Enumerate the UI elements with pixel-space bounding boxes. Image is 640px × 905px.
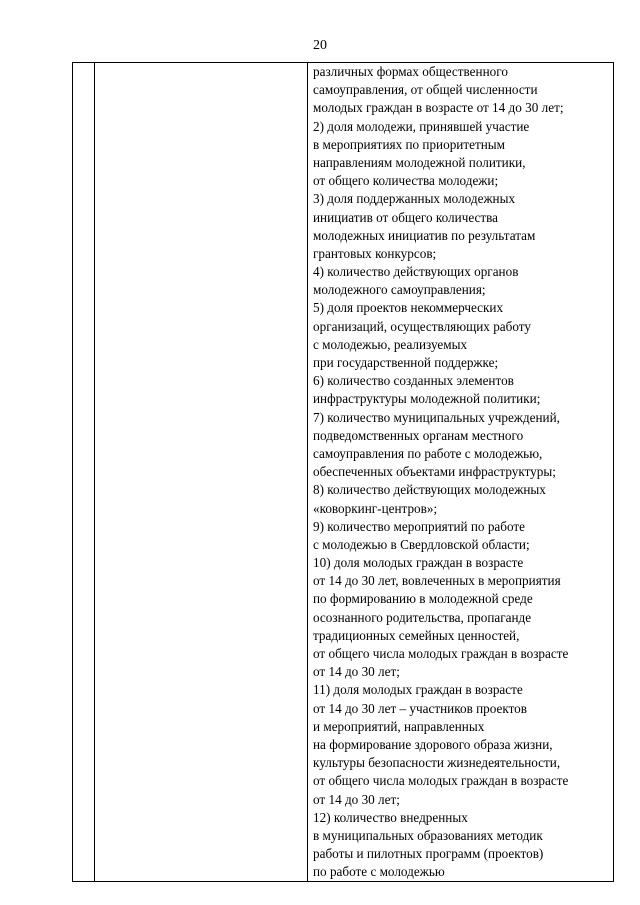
row-number-cell: [73, 63, 95, 882]
indicator-line: 2) доля молодежи, принявшей участие: [313, 118, 530, 134]
indicator-line: традиционных семейных ценностей,: [313, 627, 520, 643]
indicator-line: направлениям молодежной политики,: [313, 154, 526, 170]
indicator-line: 3) доля поддержанных молодежных: [313, 191, 516, 207]
indicator-line: самоуправления, от общей численности: [313, 82, 538, 98]
indicator-line: 4) количество действующих органов: [313, 264, 519, 280]
indicator-line: инфраструктуры молодежной политики;: [313, 391, 541, 407]
indicator-line: «коворкинг-центров»;: [313, 500, 438, 516]
indicator-line: от общего числа молодых граждан в возрасте: [313, 773, 569, 789]
indicator-line: при государственной поддержке;: [313, 355, 499, 370]
indicator-line: работы и пилотных программ (проектов): [313, 846, 544, 862]
indicator-line: по формированию в молодежной среде: [313, 591, 533, 607]
indicator-line: от 14 до 30 лет;: [313, 791, 400, 807]
page-number: 20: [313, 38, 327, 53]
indicator-line: по работе с молодежью: [313, 864, 445, 880]
indicator-line: на формирование здорового образа жизни,: [313, 736, 553, 752]
indicator-line: 7) количество муниципальных учреждений,: [313, 409, 560, 425]
indicator-line: подведомственных органам местного: [313, 427, 524, 443]
indicators-cell: [308, 63, 614, 882]
program-table: [72, 62, 614, 882]
indicator-line: 5) доля проектов некоммерческих: [313, 300, 504, 316]
indicator-line: обеспеченных объектами инфраструктуры;: [313, 464, 556, 480]
indicator-line: с молодежью, реализуемых: [313, 336, 468, 352]
indicator-line: 11) доля молодых граждан в возрасте: [313, 682, 523, 698]
indicator-line: от 14 до 30 лет, вовлеченных в мероприятия: [313, 573, 561, 589]
indicator-line: инициатив от общего количества: [313, 209, 499, 225]
indicator-line: в мероприятиях по приоритетным: [313, 136, 506, 152]
row-name-cell: [95, 63, 308, 882]
indicator-line: 10) доля молодых граждан в возрасте: [313, 555, 524, 571]
indicator-line: от общего числа молодых граждан в возрасте: [313, 646, 569, 661]
indicator-line: культуры безопасности жизнедеятельности,: [313, 755, 561, 771]
indicator-line: молодежных инициатив по результатам: [313, 227, 536, 243]
indicator-line: молодежного самоуправления;: [313, 282, 486, 298]
indicator-line: 8) количество действующих молодежных: [313, 482, 546, 498]
indicator-line: самоуправления по работе с молодежью,: [313, 445, 543, 461]
indicator-line: различных формах общественного: [313, 64, 508, 79]
indicator-line: от общего количества молодежи;: [313, 173, 499, 189]
indicator-line: осознанного родительства, пропаганде: [313, 609, 532, 625]
indicator-line: организаций, осуществляющих работу: [313, 318, 531, 334]
indicator-line: с молодежью в Свердловской области;: [313, 536, 530, 552]
indicator-line: молодых граждан в возрасте от 14 до 30 лет;: [313, 100, 564, 116]
indicator-line: от 14 до 30 лет – участников проектов: [313, 700, 527, 716]
indicator-line: грантовых конкурсов;: [313, 245, 437, 261]
indicator-line: 6) количество созданных элементов: [313, 373, 514, 389]
indicator-line: от 14 до 30 лет;: [313, 664, 400, 680]
indicator-line: в муниципальных образованиях методик: [313, 827, 543, 843]
indicator-line: 9) количество мероприятий по работе: [313, 518, 526, 534]
indicator-list: [308, 63, 613, 881]
indicator-line: 12) количество внедренных: [313, 809, 468, 825]
table-row: [73, 63, 614, 882]
indicator-line: и мероприятий, направленных: [313, 718, 485, 734]
